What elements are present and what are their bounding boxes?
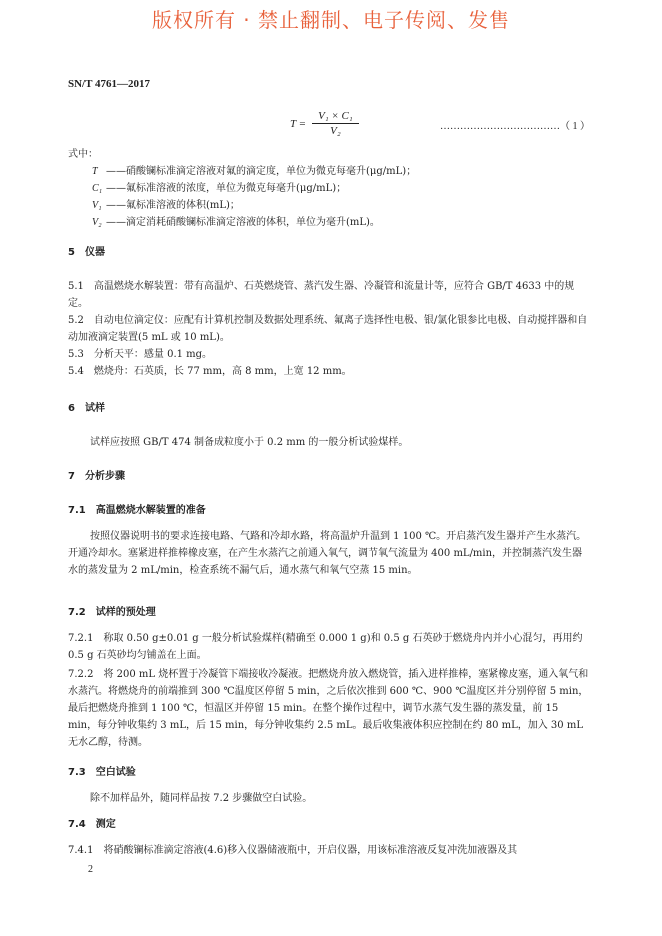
section-7-2-heading: 7.2 试样的预处理 <box>68 607 156 618</box>
section-7-3-text: 除不加样品外，随同样品按 7.2 步骤做空白试验。 <box>90 793 313 804</box>
equation-number: ………………………………（ 1 ） <box>440 121 590 132</box>
where-text: ——氟标准溶液的体积(mL)； <box>106 200 240 211</box>
section-5-body <box>68 278 590 380</box>
where-row <box>92 214 416 231</box>
page-number: 2 <box>88 864 93 875</box>
where-text: ——氟标准溶液的浓度，单位为微克每毫升(μg/mL)； <box>106 183 347 194</box>
where-text: ——硝酸镧标准滴定溶液对氟的滴定度，单位为微克每毫升(μg/mL)； <box>106 166 417 177</box>
section-6-heading: 6 试样 <box>68 403 105 414</box>
section-7-heading: 7 分析步骤 <box>68 471 125 482</box>
section-5-heading: 5 仪器 <box>68 247 105 258</box>
section-7-1-text: 按照仪器说明书的要求连接电路、气路和冷却水路，将高温炉升温到 1 100 ℃。开启蒸汽发生器并产生水蒸汽。开通冷却水。塞紧进样推棒橡皮塞，在产生水蒸汽之前通入氧气，调节氧气流量为 400 mL/min，并控制蒸汽发生器水的蒸发量为 2 mL/min，检查系统不漏气后，通水蒸气和氧气空蒸 15 min。 <box>68 531 587 576</box>
formula-numerator: V₁ × C₁ <box>312 110 359 124</box>
copyright-banner: 版权所有 · 禁止翻制、电子传阅、发售 <box>151 8 511 32</box>
formula-fraction <box>312 110 359 137</box>
formula-lhs: T = <box>290 117 307 130</box>
clause-5-1: 5.1 高温燃烧水解装置：带有高温炉、石英燃烧管、蒸汽发生器、冷凝管和流量计等，应符合 GB/T 4633 中的规定。 <box>68 281 575 309</box>
where-row <box>92 197 416 214</box>
section-7-3-heading: 7.3 空白试验 <box>68 767 136 778</box>
where-symbol: T <box>92 166 98 177</box>
section-7-4-heading: 7.4 测定 <box>68 819 116 830</box>
formula <box>290 110 359 137</box>
clause-7-2-1: 7.2.1 称取 0.50 g±0.01 g 一般分析试验煤样(精确至 0.000 1 g)和 0.5 g 石英砂于燃烧舟内并小心混匀，再用约 0.5 g 石英砂均匀铺盖在上面。 <box>68 633 583 661</box>
formula-denominator: V₂ <box>330 125 341 137</box>
section-6-text: 试样应按照 GB/T 474 制备成粒度小于 0.2 mm 的一般分析试验煤样。 <box>90 437 409 448</box>
clause-5-3: 5.3 分析天平：感量 0.1 mg。 <box>68 349 213 360</box>
where-symbol: C₁ <box>92 183 103 194</box>
where-intro: 式中： <box>68 149 98 160</box>
where-text: ——滴定消耗硝酸镧标准滴定溶液的体积，单位为毫升(mL)。 <box>106 217 380 228</box>
where-row <box>92 163 416 180</box>
clause-7-4-1: 7.4.1 将硝酸镧标准滴定溶液(4.6)移入仪器储液瓶中，开启仪器，用该标准溶液反复冲洗加液器及其 <box>68 845 518 856</box>
standard-id: SN/T 4761—2017 <box>68 78 151 90</box>
where-list <box>68 146 417 231</box>
where-symbol: V₁ <box>92 200 102 211</box>
where-row <box>92 180 416 197</box>
section-7-1-heading: 7.1 高温燃烧水解装置的准备 <box>68 505 206 516</box>
clause-5-2: 5.2 自动电位滴定仪：应配有计算机控制及数据处理系统、氟离子选择性电极、银/氯化银参比电极、自动搅拌器和自动加液滴定装置(5 mL 或 10 mL)。 <box>68 315 588 343</box>
clause-7-2-2: 7.2.2 将 200 mL 烧杯置于冷凝管下端接收冷凝液。把燃烧舟放入燃烧管，插入进样推棒，塞紧橡皮塞，通入氧气和水蒸汽。将燃烧舟的前端推到 300 ℃温度区停留 5 min，之后依次推到 600 ℃、900 ℃温度区并分别停留 5 min，最后把燃烧舟推到 1 100 ℃，恒温区并停留 15 min。在整个操作过程中，调节水蒸气发生器的蒸发量，前 15 min，每分钟收集约 3 mL，后 15 min，每分钟收集约 2.5 mL。最后收集液体积应控制在约 80 mL，加入 30 mL 无水乙醇，待测。 <box>68 669 589 748</box>
where-symbol: V₂ <box>92 217 102 228</box>
clause-5-4: 5.4 燃烧舟：石英质，长 77 mm，高 8 mm，上宽 12 mm。 <box>68 366 352 377</box>
